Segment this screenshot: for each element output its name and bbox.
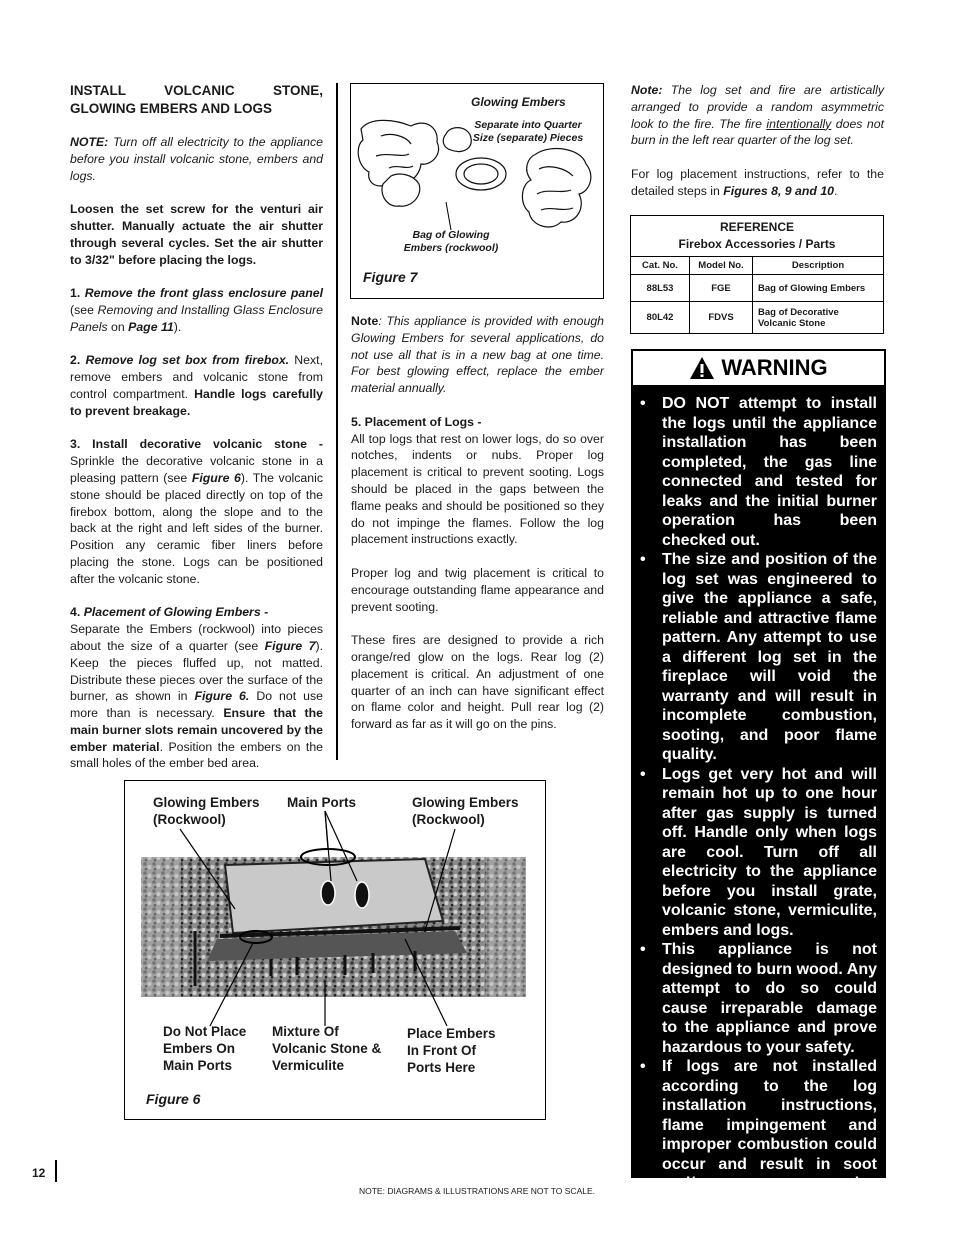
step-1: 1. Remove the front glass enclosure panel (see Removing and Installing Glass Enclosure Panels on Page 11). [70, 286, 323, 334]
fig6-label-embers-right: Glowing Embers (Rockwool) [412, 795, 519, 827]
fig7-caption: Figure 7 [363, 269, 418, 285]
step-3: 3. Install decorative volcanic stone - Sprinkle the decorative volcanic stone in a pleasing pattern (see Figure 6). The volcanic stone should be placed directly on top of the firebox bottom, along the slope and to the back at the right and left sides of the burner. Position any ceramic fiber liners before placing the stone. Logs can be positioned after the volcanic stone. [70, 437, 323, 586]
fig6-label-mixture: Mixture Of Volcanic Stone & Vermiculite [272, 1024, 382, 1073]
column-1 [70, 82, 323, 789]
warning-box [631, 349, 886, 1251]
warning-title: WARNING [633, 351, 884, 385]
log-note: Note: The log set and fire are artistically arranged to provide a random asymmetric look to the fire. The fire intentionally does not burn in the left rear quarter of the log set. [631, 83, 885, 148]
figure-6 [124, 780, 546, 1120]
scale-note: NOTE: DIAGRAMS & ILLUSTRATIONS ARE NOT TO SCALE. [358, 1186, 595, 1196]
fig6-label-place-embers: Place Embers In Front Of Ports Here [407, 1026, 496, 1075]
table-header-row: Cat. No. Model No. Description [631, 257, 884, 275]
fig6-label-embers-left: Glowing Embers (Rockwool) [153, 795, 260, 827]
page-number: 12 [32, 1166, 46, 1180]
fig6-label-do-not-place: Do Not Place Embers On Main Ports [163, 1024, 247, 1073]
fig6-label-main-ports: Main Ports [287, 795, 357, 810]
warning-item: • Logs get very hot and will remain hot up to one hour after gas supply is turned off. Handle only when logs are cool. Turn off all electricity to the appliance before you install grate, volcanic stone, vermiculite, embers and logs. [640, 765, 877, 939]
ember-illustration [351, 84, 603, 298]
warning-triangle-icon [689, 356, 715, 380]
fig6-caption: Figure 6 [146, 1091, 201, 1107]
footer-rule [55, 1160, 57, 1182]
reference-table [630, 215, 884, 334]
warning-item: • The size and position of the log set was engineered to give the appliance a safe, reliable and attractive flame pattern. Any attempt to use a different log set in the fireplace will void the warranty and will result in incomplete combustion, sooting, and poor flame quality. [640, 551, 877, 763]
step-4: 4. Placement of Glowing Embers - Separate the Embers (rockwool) into pieces about the size of a quarter (see Figure 7). Keep the pieces fluffed up, not matted. Distribute these pieces over the surface of the burner, as shown in Figure 6. Do not use more than is necessary. Ensure that the main burner slots remain uncovered by the ember material. Position the embers on the small holes of the ember bed area. [70, 605, 323, 771]
log-placement-paragraph: Proper log and twig placement is critical to encourage outstanding flame appearance and prevent sooting. [351, 565, 604, 614]
fig7-separate-label: Separate into Quarter Size (separate) Pieces [472, 119, 584, 144]
section-heading: INSTALL VOLCANIC STONE, GLOWING EMBERS AND LOGS [70, 83, 323, 116]
fig7-bag-label: Bag of Glowing Embers (rockwool) [403, 229, 499, 254]
warning-item: • This appliance is not designed to burn wood. Any attempt to do so could cause irreparable damage to the appliance and prove hazardous to your safety. [640, 941, 877, 1056]
column-3 [631, 82, 884, 216]
glow-paragraph: These fires are designed to provide a rich orange/red glow on the logs. Rear log (2) placement is critical. An adjustment of one quarter of an inch can have significant effect on flame color and height. Pull rear log (2) forward as far as it will go on the pins. [351, 633, 604, 732]
air-shutter-paragraph: Loosen the set screw for the venturi air shutter. Manually actuate the air shutter through several cycles. Set the air shutter to 3/32" before placing the logs. [70, 202, 323, 267]
column-divider [336, 83, 338, 760]
ember-note: Note: This appliance is provided with enough Glowing Embers for several applications, do not use all that is in a new bag at one time. For best glowing effect, replace the ember material annually. [351, 314, 604, 396]
table-row: 80L42 FDVS Bag of Decorative Volcanic Stone [631, 302, 884, 334]
figure-7 [350, 83, 604, 299]
table-row: 88L53 FGE Bag of Glowing Embers [631, 275, 884, 302]
figure-reference: For log placement instructions, refer to the detailed steps in Figures 8, 9 and 10. [631, 166, 884, 198]
warning-item: • DO NOT attempt to install the logs until the appliance installation has been completed, the gas line connected and tested for leaks and the initial burner operation has been checked out. [640, 395, 877, 549]
fig7-title: Glowing Embers [471, 95, 566, 109]
table-title: REFERENCE Firebox Accessories / Parts [631, 216, 884, 257]
warning-list [632, 386, 885, 1252]
step-2: 2. Remove log set box from firebox. Next, remove embers and volcanic stone from control compartment. Handle logs carefully to prevent breakage. [70, 353, 323, 418]
note-paragraph: NOTE: Turn off all electricity to the appliance before you install volcanic stone, embers and logs. [70, 135, 323, 183]
column-2 [351, 313, 604, 750]
step-5: 5. Placement of Logs - All top logs that rest on lower logs, do so over notches, indents or nubs. Proper log placement is critical to prevent sooting. Logs should be placed in the gaps between the flame peaks and should be positioned so they do not impinge the flames. Follow the log placement instructions exactly. [351, 414, 604, 547]
warning-item: • If logs are not installed according to the log installation instructions, flame impingement and improper combustion could occur and result in soot and/or excessive production of carbon monoxide (CO), a colorless, odorless, toxic gas. [640, 1058, 877, 1251]
